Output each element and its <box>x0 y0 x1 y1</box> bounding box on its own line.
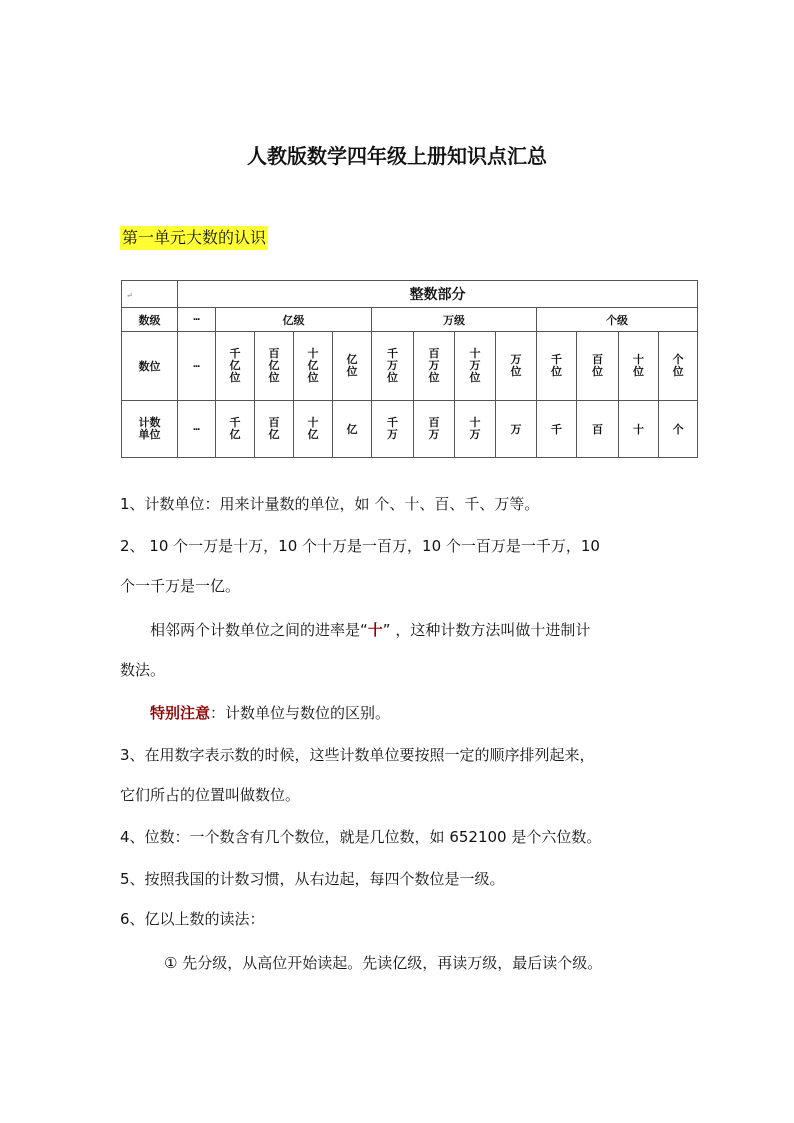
paragraph-4-line-2: 它们所占的位置叫做数位。 <box>120 786 301 804</box>
paragraph-3-line-2: 数法。 <box>120 661 166 679</box>
ellipsis-cell: ┅ <box>178 401 216 458</box>
place-cell: 十万位 <box>455 332 496 401</box>
row-label-unit: 计数单位 <box>122 401 178 458</box>
unit-cell: 十万 <box>455 401 496 458</box>
unit-heading: 第一单元大数的认识 <box>120 226 268 250</box>
unit-cell: 百 <box>577 401 619 458</box>
table-corner-mark: ↵ <box>122 281 178 308</box>
page-title: 人教版数学四年级上册知识点汇总 <box>247 144 547 168</box>
note-label: 特别注意 <box>150 704 211 722</box>
place-cell: 百万位 <box>414 332 455 401</box>
row-label-level: 数级 <box>122 308 178 332</box>
unit-cell: 千亿 <box>216 401 255 458</box>
special-note: 特别注意：计数单位与数位的区别。 <box>150 704 391 722</box>
unit-cell: 亿 <box>333 401 372 458</box>
emphasis-ten: 十 <box>367 621 383 639</box>
unit-cell: 万 <box>496 401 537 458</box>
unit-cell: 十亿 <box>294 401 333 458</box>
unit-cell: 千万 <box>372 401 414 458</box>
place-cell: 万位 <box>496 332 537 401</box>
place-cell: 百位 <box>577 332 619 401</box>
paragraph-7: 6、亿以上数的读法： <box>120 910 265 928</box>
table-row <box>122 401 698 458</box>
place-value-table <box>121 280 698 458</box>
unit-cell: 百万 <box>414 401 455 458</box>
table-row <box>122 281 698 308</box>
paragraph-8: ① 先分级，从高位开始读起。先读亿级，再读万级，最后读个级。 <box>164 954 603 972</box>
row-label-place: 数位 <box>122 332 178 401</box>
paragraph-2-line-2: 个一千万是一亿。 <box>120 577 241 595</box>
table-row <box>122 332 698 401</box>
ellipsis-cell: ┅ <box>178 308 216 332</box>
place-cell: 十位 <box>619 332 659 401</box>
table-row <box>122 308 698 332</box>
paragraph-1: 1、计数单位：用来计量数的单位，如 个、十、百、千、万等。 <box>120 495 540 513</box>
unit-cell: 千 <box>537 401 577 458</box>
place-cell: 千亿位 <box>216 332 255 401</box>
place-cell: 千位 <box>537 332 577 401</box>
paragraph-5: 4、位数：一个数含有几个数位，就是几位数，如 652100 是个六位数。 <box>120 828 602 846</box>
level-yi: 亿级 <box>216 308 372 332</box>
unit-cell: 十 <box>619 401 659 458</box>
level-wan: 万级 <box>372 308 537 332</box>
paragraph-2-line-1: 2、 10 个一万是十万，10 个十万是一百万，10 个一百万是一千万，10 <box>120 537 600 555</box>
place-cell: 个位 <box>659 332 698 401</box>
place-cell: 十亿位 <box>294 332 333 401</box>
unit-cell: 百亿 <box>255 401 294 458</box>
place-cell: 千万位 <box>372 332 414 401</box>
paragraph-3-line-1: 相邻两个计数单位之间的进率是“十” ，这种计数方法叫做十进制计 <box>150 621 591 639</box>
paragraph-4-line-1: 3、在用数字表示数的时候，这些计数单位要按照一定的顺序排列起来， <box>120 746 595 764</box>
place-cell: 亿位 <box>333 332 372 401</box>
ellipsis-cell: ┅ <box>178 332 216 401</box>
level-ge: 个级 <box>537 308 698 332</box>
paragraph-6: 5、按照我国的计数习惯，从右边起，每四个数位是一级。 <box>120 870 505 888</box>
unit-cell: 个 <box>659 401 698 458</box>
header-integer-part: 整数部分 <box>178 281 698 308</box>
place-cell: 百亿位 <box>255 332 294 401</box>
